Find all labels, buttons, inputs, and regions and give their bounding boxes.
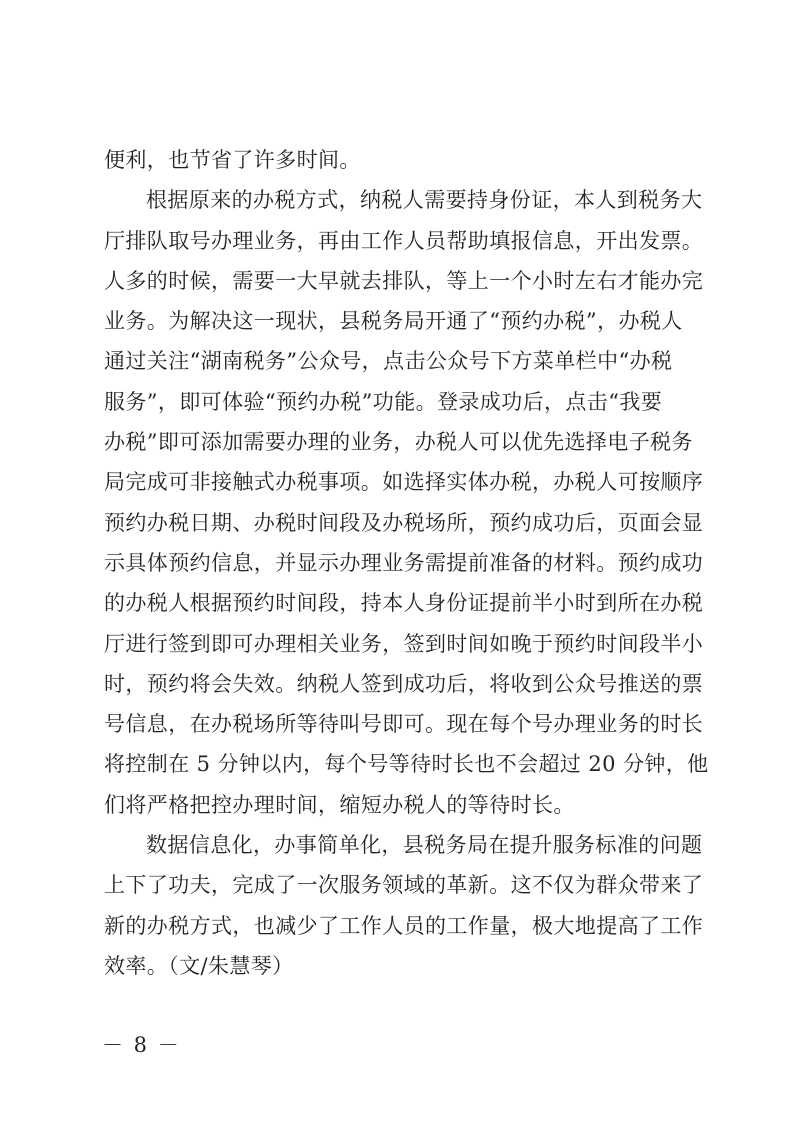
- text-line: 人多的时候，需要一大早就去排队，等上一个小时左右才能办完: [104, 268, 704, 293]
- paragraph-2: [104, 180, 709, 825]
- text-line: 局完成可非接触式办税事项。如选择实体办税，办税人可按顺序: [104, 470, 704, 495]
- text-line: 将控制在 5 分钟以内，每个号等待时长也不会超过 20 分钟，他: [104, 752, 709, 777]
- text-line: 的办税人根据预约时间段，持本人身份证提前半小时到所在办税: [104, 591, 704, 616]
- text-line: 服务”，即可体验“预约办税”功能。登录成功后，点击“我要: [104, 389, 663, 414]
- paragraph-1: [104, 140, 704, 180]
- paragraph-3: [104, 825, 704, 986]
- text-line: 效率。（文/朱慧琴）: [104, 953, 294, 978]
- text-line: 通过关注“湖南税务”公众号，点击公众号下方菜单栏中“办税: [104, 349, 673, 374]
- text-line: 根据原来的办税方式，纳税人需要持身份证，本人到税务大: [146, 188, 703, 213]
- text-line: 厅排队取号办理业务，再由工作人员帮助填报信息，开出发票。: [104, 228, 704, 253]
- text-line: 时，预约将会失效。纳税人签到成功后，将收到公众号推送的票: [104, 671, 704, 696]
- document-body: [104, 140, 709, 986]
- text-line: 便利，也节省了许多时间。: [104, 148, 361, 172]
- text-line: 数据信息化，办事简单化，县税务局在提升服务标准的问题: [146, 833, 703, 858]
- text-line: 号信息，在办税场所等待叫号即可。现在每个号办理业务的时长: [104, 712, 704, 737]
- page-number: － 8 －: [102, 1033, 181, 1057]
- text-line: 上下了功夫，完成了一次服务领域的革新。这不仅为群众带来了: [104, 873, 704, 898]
- text-line: 们将严格把控办理时间，缩短办税人的等待时长。: [104, 792, 575, 817]
- text-line: 业务。为解决这一现状，县税务局开通了“预约办税”，办税人: [104, 309, 683, 334]
- text-line: 示具体预约信息，并显示办理业务需提前准备的材料。预约成功: [104, 550, 704, 575]
- text-line: 厅进行签到即可办理相关业务，签到时间如晚于预约时间段半小: [104, 631, 704, 656]
- text-line: 新的办税方式，也减少了工作人员的工作量，极大地提高了工作: [104, 913, 704, 938]
- text-line: 办税”即可添加需要办理的业务，办税人可以优先选择电子税务: [104, 430, 693, 455]
- text-line: 预约办税日期、办税时间段及办税场所，预约成功后，页面会显: [104, 510, 704, 535]
